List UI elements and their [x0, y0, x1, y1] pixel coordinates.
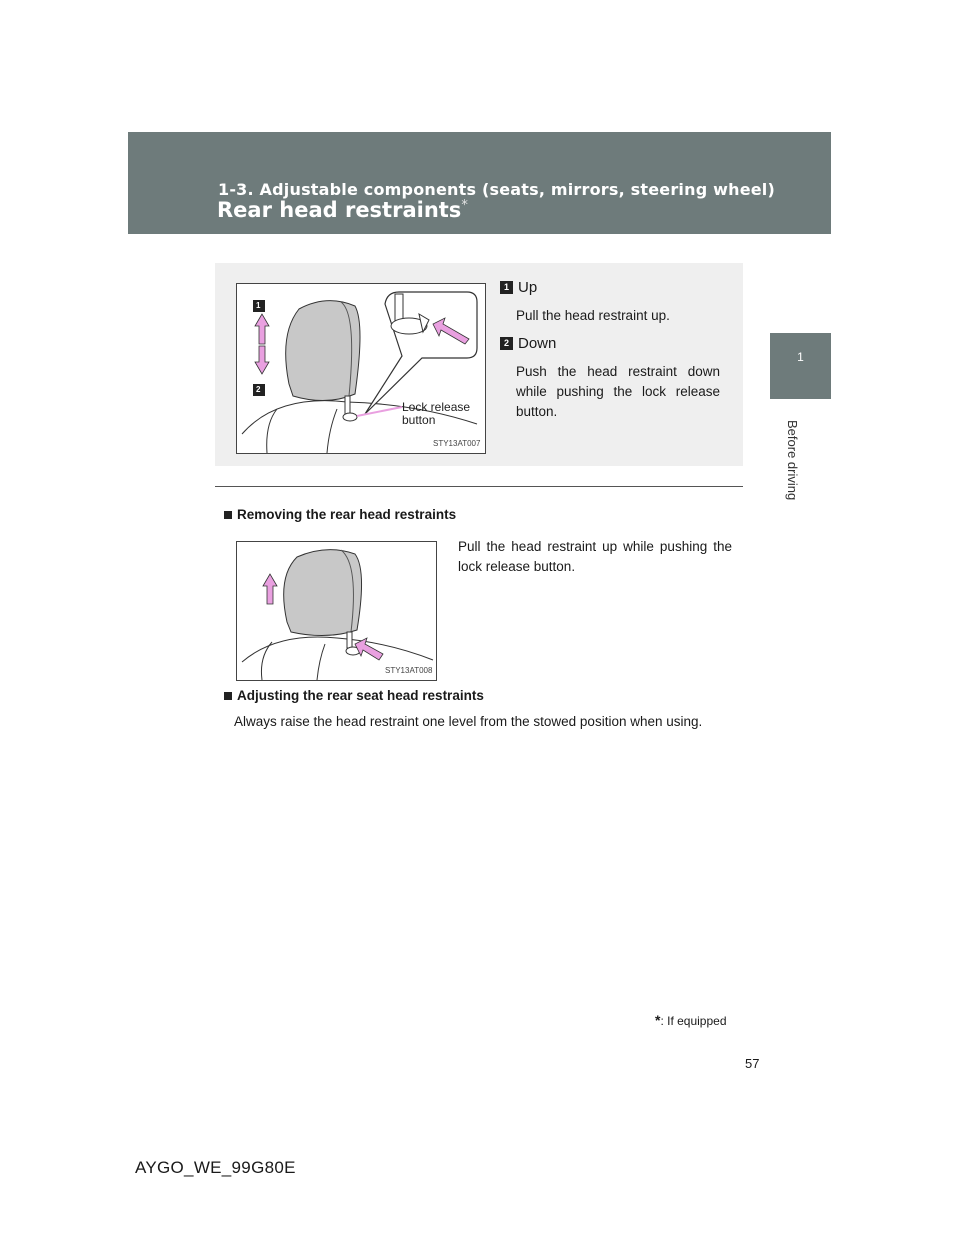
- equipment-marker: *: [461, 198, 468, 213]
- page-number: 57: [745, 1056, 760, 1071]
- footnote-marker: *: [655, 1012, 661, 1028]
- step-description-down: Push the head restraint down while pushing the lock release button.: [516, 364, 720, 419]
- figure-code-2: STY13AT008: [385, 666, 433, 675]
- subheading-removing-text: Removing the rear head restraints: [237, 507, 457, 522]
- step-title-up: Up: [518, 279, 538, 296]
- figure-code: STY13AT007: [433, 439, 481, 448]
- chapter-tab[interactable]: [770, 333, 831, 399]
- adjusting-text: Always raise the head restraint one level from the stowed position when using.: [234, 714, 703, 729]
- lock-release-label: [402, 401, 482, 427]
- section-title: 1-3. Adjustable components (seats, mirrors, steering wheel): [218, 180, 775, 199]
- chapter-label: Before driving: [785, 420, 800, 501]
- footnote-text: : If equipped: [660, 1014, 727, 1028]
- footnote: [655, 1012, 727, 1028]
- bullet-icon: [224, 692, 232, 700]
- head-restraint-illustration: [237, 284, 485, 453]
- bullet-icon: [224, 511, 232, 519]
- callout-2: 2: [256, 385, 261, 394]
- lock-label-line2: button: [402, 413, 436, 427]
- lock-label-line1: Lock release: [402, 400, 471, 414]
- chapter-number: 1: [797, 350, 804, 364]
- removal-figure: [236, 541, 437, 681]
- step-up: [500, 279, 537, 296]
- removal-illustration: [237, 542, 436, 680]
- subheading-removing: [224, 507, 456, 522]
- step-title-down: Down: [518, 335, 557, 352]
- head-restraint-figure: [236, 283, 486, 454]
- document-code: AYGO_WE_99G80E: [135, 1158, 296, 1177]
- step-description-up: Pull the head restraint up.: [516, 308, 670, 323]
- section-divider: [215, 486, 743, 487]
- subheading-adjusting-text: Adjusting the rear seat head restraints: [237, 688, 484, 703]
- subheading-adjusting: [224, 688, 484, 703]
- step-number-2: 2: [500, 337, 513, 350]
- removing-text: Pull the head restraint up while pushing the lock release button.: [458, 539, 732, 574]
- page-title-text: Rear head restraints: [217, 198, 462, 222]
- step-down: [500, 335, 556, 352]
- page-title: [217, 198, 468, 222]
- step-number-1: 1: [500, 281, 513, 294]
- callout-1: 1: [256, 301, 261, 310]
